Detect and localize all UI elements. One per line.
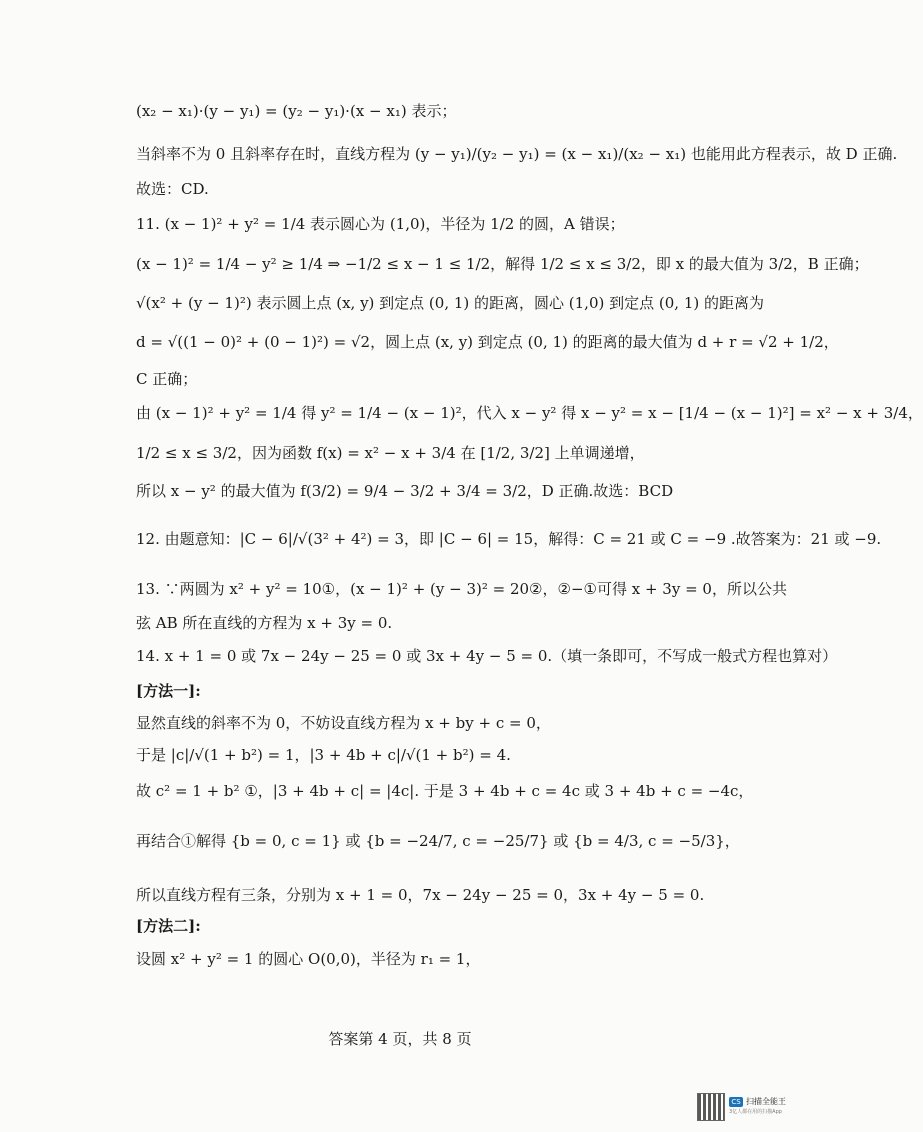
solution-line: 故选：CD. — [136, 180, 209, 198]
solution-line: C 正确； — [136, 370, 198, 388]
scanner-watermark — [697, 1090, 787, 1124]
solution-line: 由 (x − 1)² + y² = 1/4 得 y² = 1/4 − (x − 1)²，代入 x − y² 得 x − y² = x − [1/4 − (x − 1)²] = x² − x + 3/4， — [136, 404, 923, 422]
solution-line: √(x² + (y − 1)²) 表示圆上点 (x, y) 到定点 (0, 1) 的距离，圆心 (1,0) 到定点 (0, 1) 的距离为 — [136, 294, 764, 312]
solution-line: 所以 x − y² 的最大值为 f(3/2) = 9/4 − 3/2 + 3/4 = 3/2，D 正确.故选：BCD — [136, 482, 674, 500]
scanner-logo-icon: CS — [729, 1097, 743, 1107]
solution-line: 14. x + 1 = 0 或 7x − 24y − 25 = 0 或 3x + 4y − 5 = 0.（填一条即可，不写成一般式方程也算对） — [136, 647, 838, 665]
solution-line: 再结合①解得 {b = 0, c = 1} 或 {b = −24/7, c = −25/7} 或 {b = 4/3, c = −5/3}， — [136, 832, 740, 850]
qr-code-icon — [697, 1093, 725, 1121]
solution-line: (x − 1)² = 1/4 − y² ≥ 1/4 ⇒ −1/2 ≤ x − 1 ≤ 1/2，解得 1/2 ≤ x ≤ 3/2，即 x 的最大值为 3/2，B 正确； — [136, 255, 869, 273]
solution-line: [方法二]: — [136, 917, 201, 935]
solution-line: [方法一]: — [136, 682, 201, 700]
solution-line: 11. (x − 1)² + y² = 1/4 表示圆心为 (1,0)，半径为 1/2 的圆，A 错误； — [136, 215, 625, 233]
scanner-title: 扫描全能王 — [746, 1097, 786, 1106]
solution-line: 于是 |c|/√(1 + b²) = 1，|3 + 4b + c|/√(1 + b²) = 4. — [136, 746, 511, 764]
solution-line: 13. ∵两圆为 x² + y² = 10①，(x − 1)² + (y − 3)² = 20②，②−①可得 x + 3y = 0，所以公共 — [136, 580, 787, 598]
solution-line: 1/2 ≤ x ≤ 3/2，因为函数 f(x) = x² − x + 3/4 在 [1/2, 3/2] 上单调递增， — [136, 444, 645, 462]
solution-line: 弦 AB 所在直线的方程为 x + 3y = 0. — [136, 614, 393, 632]
solution-line: d = √((1 − 0)² + (0 − 1)²) = √2，圆上点 (x, y) 到定点 (0, 1) 的距离的最大值为 d + r = √2 + 1/2， — [136, 333, 839, 351]
solution-line: 12. 由题意知：|C − 6|/√(3² + 4²) = 3，即 |C − 6| = 15，解得：C = 21 或 C = −9 .故答案为：21 或 −9. — [136, 530, 882, 548]
solution-line: 所以直线方程有三条，分别为 x + 1 = 0，7x − 24y − 25 = 0，3x + 4y − 5 = 0. — [136, 886, 705, 904]
solution-line: 设圆 x² + y² = 1 的圆心 O(0,0)，半径为 r₁ = 1， — [136, 950, 481, 968]
solution-line: 故 c² = 1 + b² ①，|3 + 4b + c| = |4c|. 于是 3 + 4b + c = 4c 或 3 + 4b + c = −4c， — [136, 782, 754, 800]
solution-line: (x₂ − x₁)·(y − y₁) = (y₂ − y₁)·(x − x₁) 表示； — [136, 102, 457, 120]
scanner-subtitle: 3亿人都在用的扫描App — [729, 1109, 782, 1115]
page-footer: 答案第 4 页，共 8 页 — [328, 1030, 472, 1048]
solution-line: 当斜率不为 0 且斜率存在时，直线方程为 (y − y₁)/(y₂ − y₁) = (x − x₁)/(x₂ − x₁) 也能用此方程表示，故 D 正确. — [136, 145, 898, 163]
solution-line: 显然直线的斜率不为 0，不妨设直线方程为 x + by + c = 0， — [136, 714, 551, 732]
